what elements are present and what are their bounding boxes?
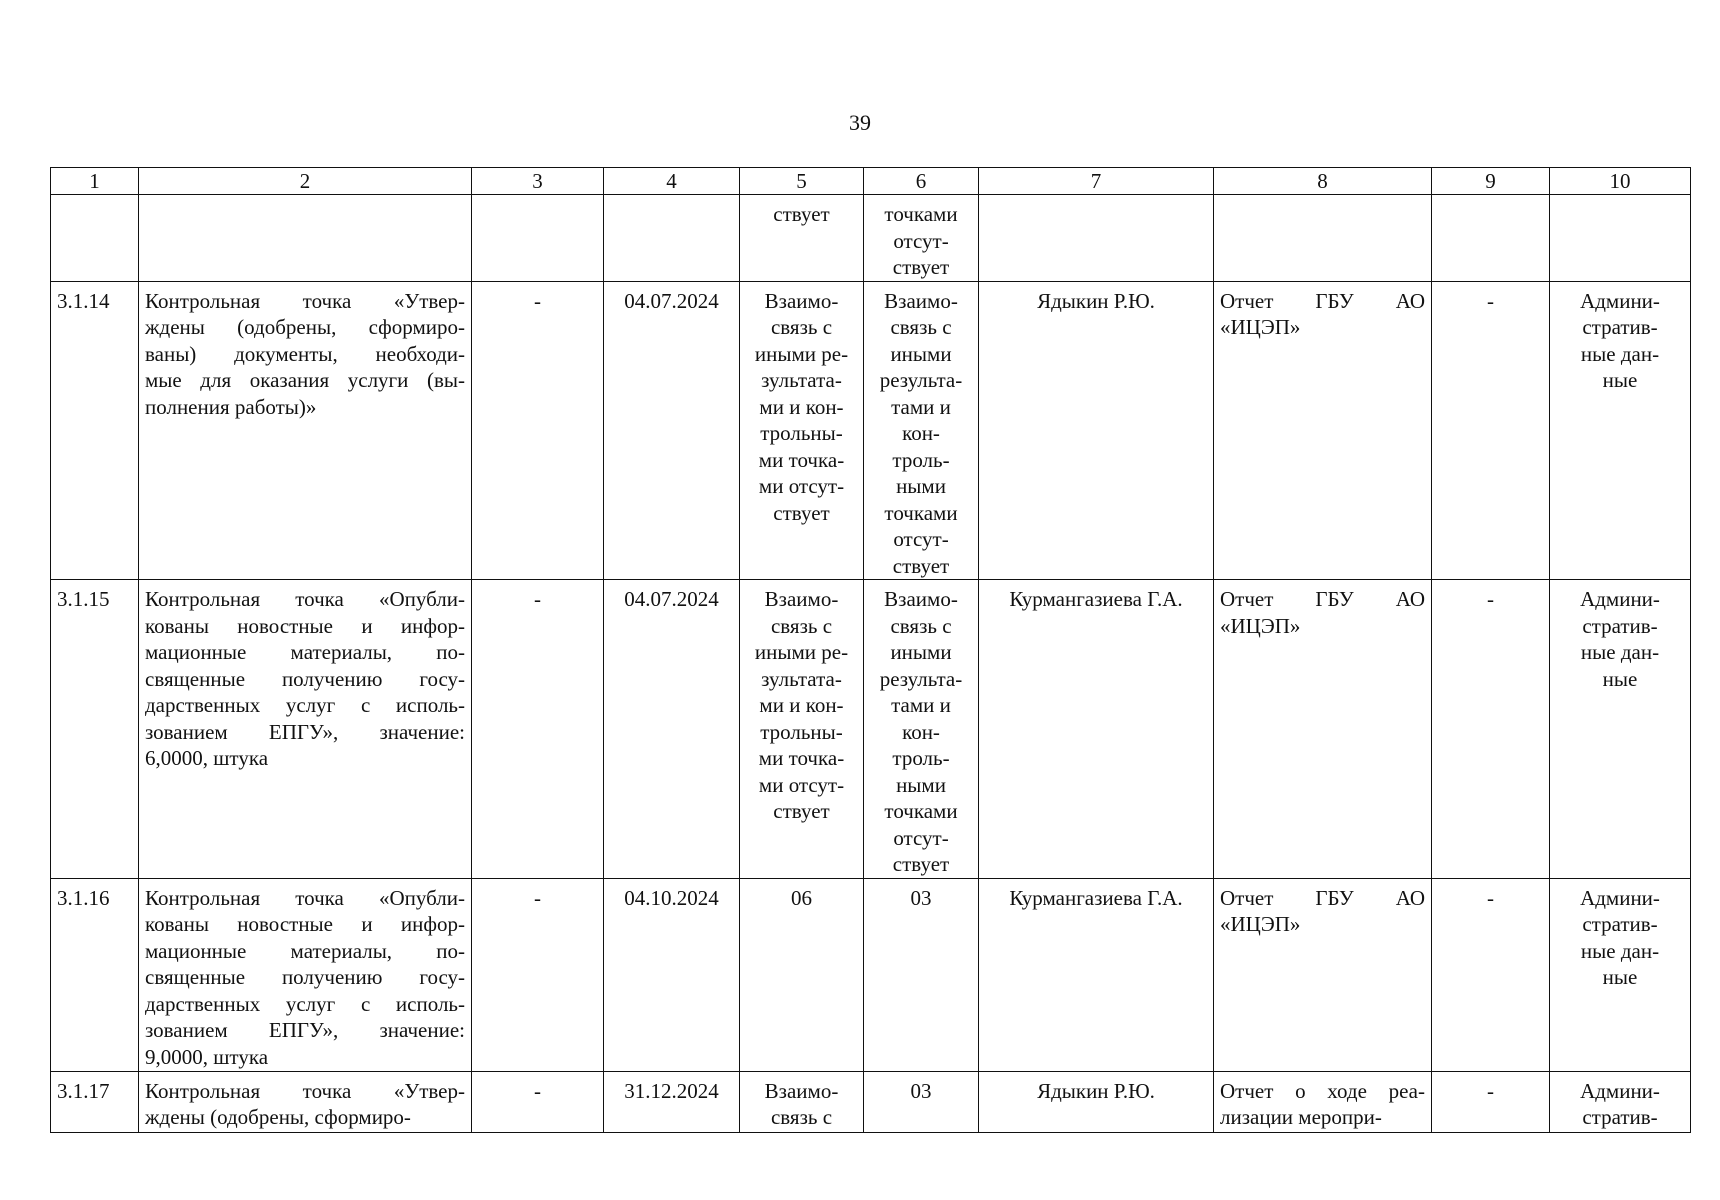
col5-value bbox=[740, 580, 864, 879]
col5-value-line: ствует bbox=[773, 799, 830, 823]
col5-value-line: связь с bbox=[770, 1105, 833, 1129]
control-point-description-line: полнения работы)» bbox=[145, 394, 317, 419]
col6-value-line: иными bbox=[890, 341, 952, 366]
row-number: 3.1.17 bbox=[51, 1071, 139, 1132]
col6-value-line: ствует bbox=[892, 852, 950, 876]
col6-value-line: иными bbox=[890, 640, 952, 664]
col6-value-line: Взаимо- bbox=[884, 288, 958, 313]
col5-value bbox=[740, 281, 864, 580]
data-source-line: стратив- bbox=[1582, 613, 1658, 638]
data-source-line: Админи- bbox=[1580, 885, 1660, 910]
data-source-line: Админи- bbox=[1580, 587, 1660, 611]
col3-value: - bbox=[472, 1071, 604, 1132]
data-source-line: стратив- bbox=[1582, 1105, 1658, 1129]
col5-value-line: ми и кон- bbox=[759, 394, 844, 419]
control-point-description-line: 9,0000, штука bbox=[145, 1044, 269, 1069]
control-point-description-line: Контрольная точка «Опубли- bbox=[145, 885, 465, 910]
deadline-date: 31.12.2024 bbox=[604, 1071, 740, 1132]
report-document bbox=[1214, 1071, 1432, 1132]
col6-value-line: отсут- bbox=[893, 228, 949, 253]
responsible-person: Курмангазиева Г.А. bbox=[979, 580, 1214, 879]
col6-value-line: ными bbox=[896, 474, 946, 498]
column-number: 10 bbox=[1550, 168, 1691, 195]
row-number: 3.1.16 bbox=[51, 878, 139, 1071]
report-document bbox=[1214, 580, 1432, 879]
report-document bbox=[1214, 281, 1432, 580]
page-number: 39 bbox=[849, 110, 871, 135]
responsible-person bbox=[979, 195, 1214, 282]
data-source-line: ные bbox=[1602, 666, 1638, 691]
control-point-description-line: священные получению госу- bbox=[145, 666, 465, 691]
col6-value-line: 03 bbox=[910, 885, 932, 910]
control-point-description-line: ваны) документы, необходи- bbox=[145, 341, 465, 366]
report-document bbox=[1214, 878, 1432, 1071]
col3-value: - bbox=[472, 281, 604, 580]
row-number bbox=[51, 195, 139, 282]
control-point-description bbox=[139, 580, 472, 879]
col5-value-line: зультата- bbox=[761, 368, 842, 392]
report-document-line: Отчет о ходе реа- bbox=[1220, 1078, 1425, 1103]
column-number: 4 bbox=[604, 168, 740, 195]
col6-value-line: ными bbox=[896, 772, 946, 797]
deadline-date: 04.07.2024 bbox=[604, 281, 740, 580]
data-source bbox=[1550, 281, 1691, 580]
col6-value-line: тами и bbox=[891, 693, 951, 717]
control-point-description-line: ждены (одобрены, сформиро- bbox=[145, 315, 465, 339]
data-source-line: ные bbox=[1602, 368, 1638, 392]
report-document-line: лизации меропри- bbox=[1220, 1105, 1382, 1129]
deadline-date: 04.10.2024 bbox=[604, 878, 740, 1071]
col6-value-line: кон- bbox=[902, 719, 940, 744]
deadline-date bbox=[604, 195, 740, 282]
col6-value-line: точками bbox=[884, 202, 958, 226]
col5-value bbox=[740, 195, 864, 282]
data-source bbox=[1550, 878, 1691, 1071]
data-source-line: ные дан- bbox=[1580, 341, 1660, 366]
responsible-person: Курмангазиева Г.А. bbox=[979, 878, 1214, 1071]
responsible-person: Ядыкин Р.Ю. bbox=[979, 281, 1214, 580]
column-number: 6 bbox=[864, 168, 979, 195]
data-source-line: Админи- bbox=[1580, 1078, 1660, 1103]
col5-value-line: ми точка- bbox=[758, 746, 845, 770]
control-point-description-line: священные получению госу- bbox=[145, 965, 465, 989]
table-row bbox=[51, 580, 1691, 879]
control-point-description-line: 6,0000, штука bbox=[145, 746, 269, 770]
col6-value-line: результа- bbox=[879, 666, 963, 691]
col5-value-line: связь с bbox=[770, 613, 833, 638]
column-number: 5 bbox=[740, 168, 864, 195]
data-source-line: Админи- bbox=[1580, 288, 1660, 313]
col6-value-line: ствует bbox=[892, 255, 950, 279]
data-source-line: стратив- bbox=[1582, 315, 1658, 339]
control-point-description-line: зованием ЕПГУ», значение: bbox=[145, 719, 465, 744]
report-document-line: Отчет ГБУ АО bbox=[1220, 288, 1425, 313]
report-document-line: Отчет ГБУ АО bbox=[1220, 885, 1425, 910]
control-point-description bbox=[139, 281, 472, 580]
col5-value-line: Взаимо- bbox=[764, 587, 839, 611]
data-source-line: стратив- bbox=[1582, 912, 1658, 936]
col5-value-line: ми и кон- bbox=[759, 693, 844, 717]
col5-value bbox=[740, 1071, 864, 1132]
control-point-description-line: зованием ЕПГУ», значение: bbox=[145, 1018, 465, 1042]
control-point-description-line: кованы новостные и инфор- bbox=[145, 613, 465, 638]
col5-value-line: Взаимо- bbox=[764, 1078, 839, 1103]
col6-value-line: связь с bbox=[890, 613, 952, 638]
col5-value bbox=[740, 878, 864, 1071]
col6-value-line: тами и bbox=[891, 394, 951, 419]
control-point-description-line: мационные материалы, по- bbox=[145, 640, 465, 664]
control-point-description-line: мационные материалы, по- bbox=[145, 938, 465, 963]
data-source-line: ные дан- bbox=[1580, 640, 1660, 664]
col6-value-line: результа- bbox=[879, 368, 963, 392]
col5-value-line: ствует bbox=[773, 202, 830, 226]
col6-value-line: отсут- bbox=[893, 527, 949, 551]
col6-value bbox=[864, 281, 979, 580]
deadline-date: 04.07.2024 bbox=[604, 580, 740, 879]
col5-value-line: трольны- bbox=[760, 421, 843, 445]
col6-value-line: отсут- bbox=[893, 825, 949, 850]
data-source bbox=[1550, 195, 1691, 282]
responsible-person: Ядыкин Р.Ю. bbox=[979, 1071, 1214, 1132]
control-point-description-line: дарственных услуг с исполь- bbox=[145, 991, 465, 1016]
control-point-description-line: Контрольная точка «Утвер- bbox=[145, 1078, 465, 1103]
col9-value: - bbox=[1432, 878, 1550, 1071]
col9-value: - bbox=[1432, 281, 1550, 580]
table-row bbox=[51, 281, 1691, 580]
col3-value: - bbox=[472, 580, 604, 879]
col6-value bbox=[864, 1071, 979, 1132]
control-point-description bbox=[139, 195, 472, 282]
row-number: 3.1.15 bbox=[51, 580, 139, 879]
col5-value-line: ми точка- bbox=[758, 447, 845, 472]
col5-value-line: Взаимо- bbox=[764, 288, 839, 313]
col3-value bbox=[472, 195, 604, 282]
report-document-line: «ИЦЭП» bbox=[1220, 315, 1301, 339]
control-point-description-line: Контрольная точка «Опубли- bbox=[145, 587, 465, 611]
control-point-description-line: кованы новостные и инфор- bbox=[145, 912, 465, 936]
col3-value: - bbox=[472, 878, 604, 1071]
control-point-description-line: дарственных услуг с исполь- bbox=[145, 693, 465, 717]
col6-value-line: связь с bbox=[890, 315, 952, 339]
column-number-row bbox=[51, 168, 1691, 195]
control-point-description-line: Контрольная точка «Утвер- bbox=[145, 288, 465, 313]
col6-value-line: точками bbox=[884, 799, 958, 823]
data-source bbox=[1550, 580, 1691, 879]
col5-value-line: ствует bbox=[773, 500, 830, 525]
table-row bbox=[51, 1071, 1691, 1132]
col6-value-line: кон- bbox=[902, 421, 940, 445]
data-source-line: ные дан- bbox=[1580, 938, 1660, 963]
control-point-description bbox=[139, 878, 472, 1071]
col9-value: - bbox=[1432, 1071, 1550, 1132]
col5-value-line: ми отсут- bbox=[758, 474, 845, 498]
column-number: 2 bbox=[139, 168, 472, 195]
col5-value-line: ми отсут- bbox=[758, 772, 845, 797]
report-document-line: «ИЦЭП» bbox=[1220, 912, 1301, 936]
col5-value-line: связь с bbox=[770, 315, 833, 339]
col6-value-line: 03 bbox=[910, 1078, 932, 1103]
col6-value-line: троль- bbox=[892, 447, 950, 472]
col5-value-line: 06 bbox=[791, 885, 812, 910]
col6-value-line: точками bbox=[884, 500, 958, 525]
col6-value-line: троль- bbox=[892, 746, 950, 770]
report-document-line: «ИЦЭП» bbox=[1220, 613, 1301, 638]
col5-value-line: зультата- bbox=[761, 666, 842, 691]
column-number: 9 bbox=[1432, 168, 1550, 195]
column-number: 1 bbox=[51, 168, 139, 195]
col9-value: - bbox=[1432, 580, 1550, 879]
row-number: 3.1.14 bbox=[51, 281, 139, 580]
col6-value bbox=[864, 878, 979, 1071]
data-source-line: ные bbox=[1602, 965, 1638, 989]
col6-value-line: ствует bbox=[892, 553, 950, 578]
table-row bbox=[51, 195, 1691, 282]
control-point-description bbox=[139, 1071, 472, 1132]
col6-value-line: Взаимо- bbox=[884, 587, 958, 611]
col5-value-line: иными ре- bbox=[754, 341, 849, 366]
report-document bbox=[1214, 195, 1432, 282]
column-number: 3 bbox=[472, 168, 604, 195]
report-document-line: Отчет ГБУ АО bbox=[1220, 587, 1425, 611]
col6-value bbox=[864, 195, 979, 282]
col6-value bbox=[864, 580, 979, 879]
control-points-table bbox=[50, 167, 1691, 1133]
col9-value bbox=[1432, 195, 1550, 282]
control-point-description-line: мые для оказания услуги (вы- bbox=[145, 368, 465, 392]
column-number: 7 bbox=[979, 168, 1214, 195]
table-row bbox=[51, 878, 1691, 1071]
data-source bbox=[1550, 1071, 1691, 1132]
control-point-description-line: ждены (одобрены, сформиро- bbox=[145, 1105, 411, 1129]
col5-value-line: иными ре- bbox=[754, 640, 849, 664]
column-number: 8 bbox=[1214, 168, 1432, 195]
col5-value-line: трольны- bbox=[760, 719, 843, 744]
